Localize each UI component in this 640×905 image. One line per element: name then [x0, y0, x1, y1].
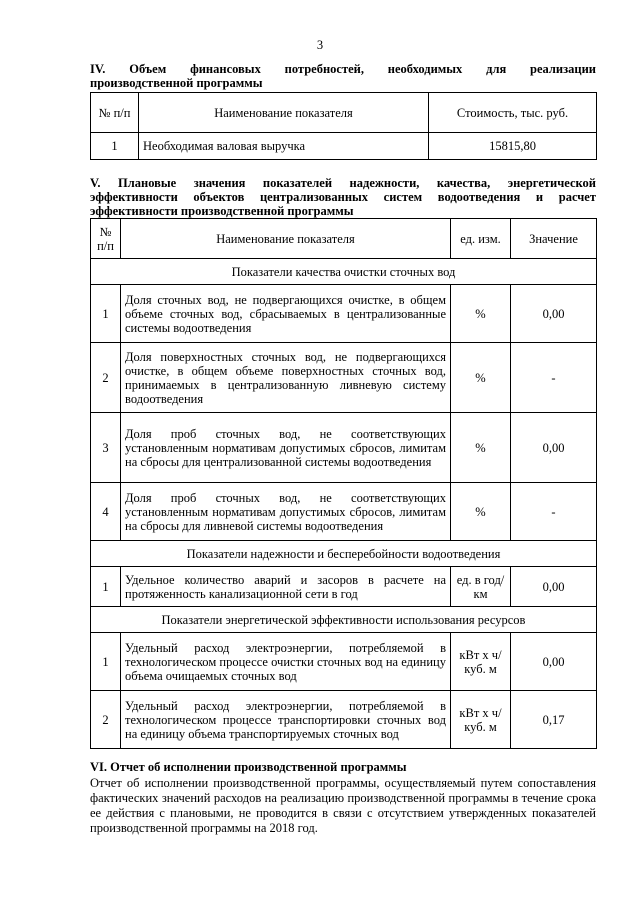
column-header-name: Наименование показателя: [139, 93, 429, 133]
row-unit: %: [451, 413, 511, 483]
indicators-table: [90, 218, 597, 749]
row-value: -: [511, 483, 597, 541]
page-number: 3: [316, 38, 324, 52]
row-number: 1: [91, 285, 121, 343]
table-row: [91, 343, 597, 413]
column-header-name: Наименование показателя: [121, 219, 451, 259]
table-row: [91, 285, 597, 343]
row-value: 0,00: [511, 567, 597, 607]
row-value: 0,00: [511, 633, 597, 691]
column-header-value: Значение: [511, 219, 597, 259]
table-header-row: [91, 93, 597, 133]
financial-needs-table: [90, 92, 597, 160]
row-value: -: [511, 343, 597, 413]
section-5-title-line-2: эффективности объектов централизованных систем водоотведения и расчет: [90, 190, 596, 204]
table-header-row: [91, 219, 597, 259]
row-number: 1: [91, 567, 121, 607]
section-4-title-line-2: производственной программы: [90, 76, 263, 90]
section-5-title-line-1: V. Плановые значения показателей надежности, качества, энергетической: [90, 176, 596, 190]
section-4-title-line-1: IV. Объем финансовых потребностей, необходимых для реализации: [90, 62, 596, 76]
row-value: 0,00: [511, 413, 597, 483]
row-unit: ед. в год/км: [451, 567, 511, 607]
row-value: 15815,80: [429, 133, 597, 160]
row-name: Доля проб сточных вод, не соответствующих установленным нормативам допустимых сбросов, лимитам на сбросы для централизованной системы водоотведения: [121, 413, 451, 483]
row-name: Доля проб сточных вод, не соответствующих установленным нормативам допустимых сбросов, лимитам на сбросы для ливневой системы водоотведения: [121, 483, 451, 541]
row-name: Необходимая валовая выручка: [139, 133, 429, 160]
group-title: Показатели качества очистки сточных вод: [91, 259, 597, 285]
row-unit: %: [451, 285, 511, 343]
column-header-number: № п/п: [91, 219, 121, 259]
column-header-unit: ед. изм.: [451, 219, 511, 259]
group-title: Показатели энергетической эффективности использования ресурсов: [91, 607, 597, 633]
row-name: Доля поверхностных сточных вод, не подвергающихся очистке, в общем объеме поверхностных сточных вод, принимаемых в централизованную ливневую систему водоотведения: [121, 343, 451, 413]
row-number: 2: [91, 691, 121, 749]
row-unit: кВт х ч/куб. м: [451, 633, 511, 691]
column-header-cost: Стоимость, тыс. руб.: [429, 93, 597, 133]
group-header-row: [91, 607, 597, 633]
row-number: 1: [91, 133, 139, 160]
row-unit: кВт х ч/куб. м: [451, 691, 511, 749]
table-row: [91, 633, 597, 691]
row-name: Удельное количество аварий и засоров в расчете на протяженность канализационной сети в год: [121, 567, 451, 607]
row-unit: %: [451, 343, 511, 413]
group-header-row: [91, 259, 597, 285]
section-6-title: VI. Отчет об исполнении производственной программы: [90, 760, 407, 774]
section-5-title-line-3: эффективности производственной программы: [90, 204, 354, 218]
section-5-title: [90, 176, 596, 218]
row-value: 0,17: [511, 691, 597, 749]
row-number: 1: [91, 633, 121, 691]
group-title: Показатели надежности и бесперебойности водоотведения: [91, 541, 597, 567]
table-row: [91, 691, 597, 749]
group-header-row: [91, 541, 597, 567]
section-4-title: [90, 62, 596, 90]
row-number: 3: [91, 413, 121, 483]
table-row: [91, 133, 597, 160]
section-6-text: Отчет об исполнении производственной программы, осуществляемый путем сопоставления фактических значений расходов на реализацию производственной программы в течение срока ее действия с плановыми, не проводится в связи с отсутствием утвержденных показателей производственной программы на 2018 год.: [90, 776, 596, 835]
column-header-number: № п/п: [91, 93, 139, 133]
row-name: Удельный расход электроэнергии, потребляемой в технологическом процессе транспортировки сточных вод на единицу объема транспортируемых сточных вод: [121, 691, 451, 749]
row-name: Доля сточных вод, не подвергающихся очистке, в общем объеме сточных вод, сбрасываемых в централизованные системы водоотведения: [121, 285, 451, 343]
row-unit: %: [451, 483, 511, 541]
table-row: [91, 483, 597, 541]
row-number: 4: [91, 483, 121, 541]
row-name: Удельный расход электроэнергии, потребляемой в технологическом процессе очистки сточных вод на единицу объема очищаемых сточных вод: [121, 633, 451, 691]
table-row: [91, 413, 597, 483]
table-row: [91, 567, 597, 607]
row-number: 2: [91, 343, 121, 413]
row-value: 0,00: [511, 285, 597, 343]
